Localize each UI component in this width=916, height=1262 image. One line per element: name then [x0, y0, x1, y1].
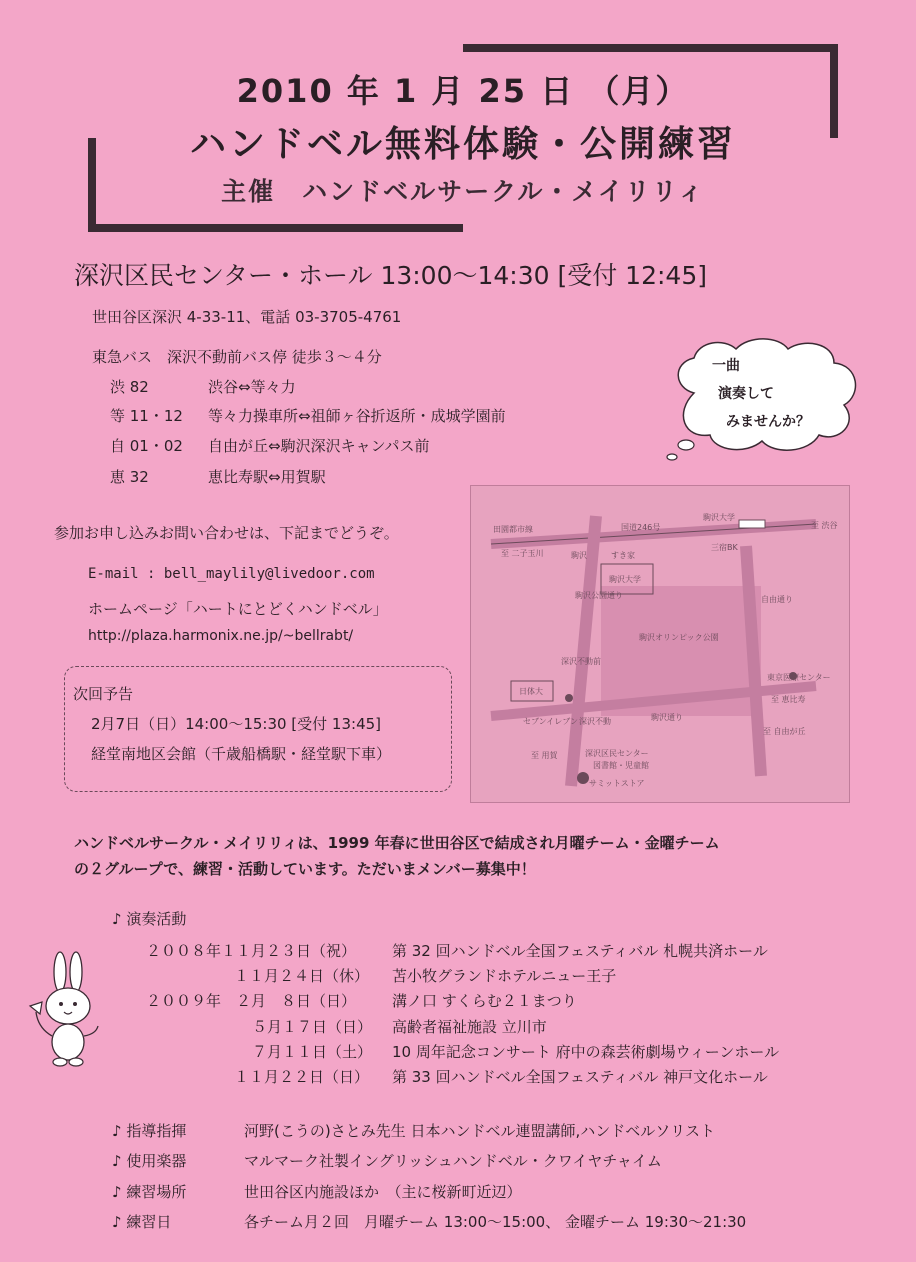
map-label: 至 二子玉川	[501, 549, 544, 558]
detail-label: ♪ 練習場所	[112, 1183, 187, 1201]
map-label: すき家	[611, 551, 635, 560]
road-jiyu	[746, 546, 761, 776]
activity-date: １１月２２日（日）	[234, 1068, 370, 1086]
next-event-box	[64, 666, 452, 792]
map-label: 田園都市線	[493, 525, 533, 534]
activity-text: 苫小牧グランドホテルニュー王子	[392, 967, 617, 985]
route-desc: 恵比寿駅⇔用賀駅	[208, 468, 326, 486]
activity-date: ２００８年１１月２３日（祝）	[146, 942, 357, 960]
station-marker	[739, 520, 765, 528]
description-line2: の２グループで、練習・活動しています。ただいまメンバー募集中！	[74, 860, 536, 878]
activity-date: ５月１７日（日）	[252, 1018, 373, 1036]
detail-value: 各チーム月２回 月曜チーム 13:00～15:00、 金曜チーム 19:30～21:30	[244, 1213, 747, 1231]
detail-label: ♪ 指導指揮	[112, 1122, 187, 1140]
map-label: 日体大	[519, 687, 543, 696]
activity-date: ２００９年 ２月 ８日（日）	[146, 992, 357, 1010]
event-date: 2010 年 1 月 25 日 （月）	[236, 72, 690, 110]
map-label: 駒沢オリンピック公園	[639, 633, 719, 642]
cloud-line2: 演奏して	[718, 386, 774, 402]
route-desc: 渋谷⇔等々力	[208, 378, 296, 396]
map-label: 至 渋谷	[811, 521, 838, 530]
detail-value: マルマーク社製イングリッシュハンドベル・クワイヤチャイム	[244, 1152, 662, 1170]
route-desc: 自由が丘⇔駒沢深沢キャンパス前	[208, 437, 430, 455]
venue-line: 深沢区民センター・ホール 13:00～14:30 [受付 12:45]	[74, 261, 707, 290]
next-title: 次回予告	[73, 685, 134, 703]
detail-value: 河野(こうの)さとみ先生 日本ハンドベル連盟講師,ハンドベルソリスト	[244, 1122, 715, 1140]
activity-text: 10 周年記念コンサート 府中の森芸術劇場ウィーンホール	[392, 1043, 780, 1061]
map-label: 自由通り	[761, 595, 793, 604]
cloud-line1: 一曲	[712, 358, 740, 374]
map-label: 深沢不動前	[561, 657, 601, 666]
map-label: 至 恵比寿	[771, 695, 806, 704]
route-no: 恵 32	[110, 468, 149, 486]
route-no: 等 11・12	[110, 407, 183, 425]
route-desc: 等々力操車所⇔祖師ヶ谷折返所・成城学園前	[208, 407, 506, 425]
detail-value: 世田谷区内施設ほか （主に桜新町近辺）	[244, 1183, 522, 1201]
cloud-line3: みませんか？	[726, 414, 810, 430]
map-label: 東京医療センター	[767, 673, 831, 682]
activity-text: 溝ノ口 すくらむ２１まつり	[392, 992, 577, 1010]
route-no: 渋 82	[110, 378, 149, 396]
homepage-url[interactable]: http://plaza.harmonix.ne.jp/~bellrabt/	[88, 628, 354, 644]
activity-date: １１月２４日（休）	[234, 967, 370, 985]
map-label: 深沢区民センター	[585, 749, 649, 758]
thought-cloud	[664, 333, 864, 463]
map-label: 駒沢	[571, 551, 587, 560]
route-no: 自 01・02	[110, 437, 183, 455]
map-label: 三宿BK	[711, 543, 738, 552]
detail-label: ♪ 練習日	[112, 1213, 172, 1231]
map-label: 駒沢通り	[651, 713, 683, 722]
bus-title: 東急バス 深沢不動前バス停 徒歩３～４分	[92, 348, 382, 366]
activity-date: ７月１１日（土）	[252, 1043, 373, 1061]
map-label: 駒沢大学	[703, 513, 735, 522]
next-place: 経堂南地区会館（千歳船橋駅・経堂駅下車）	[91, 745, 392, 763]
map-label: 駒沢公園通り	[575, 591, 623, 600]
map-label: 国道246号	[621, 523, 661, 532]
activity-text: 第 33 回ハンドベル全国フェスティバル 神戸文化ホール	[392, 1068, 768, 1086]
contact-intro: 参加お申し込みお問い合わせは、下記までどうぞ。	[54, 524, 399, 542]
map-label: 深沢不動	[579, 717, 611, 726]
description-line1: ハンドベルサークル・メイリリィは、1999 年春に世田谷区で結成され月曜チーム・金曜チーム	[74, 834, 720, 852]
next-date: 2月7日（日）14:00～15:30 [受付 13:45]	[91, 715, 382, 733]
map-label: 至 用賀	[531, 751, 558, 760]
title-banner	[88, 44, 838, 232]
map-label: 駒沢大学	[609, 575, 641, 584]
homepage-label: ホームページ「ハートにとどくハンドベル」	[88, 600, 388, 618]
event-organizer: 主催 ハンドベルサークル・メイリリィ	[221, 177, 705, 206]
access-map	[470, 485, 850, 803]
activities-title: ♪ 演奏活動	[112, 910, 187, 928]
activity-text: 高齢者福祉施設 立川市	[392, 1018, 547, 1036]
rabbit-mascot-icon	[24, 950, 108, 1070]
detail-label: ♪ 使用楽器	[112, 1152, 187, 1170]
map-label: サミットストア	[589, 779, 645, 788]
contact-email[interactable]: E-mail : bell_maylily@livedoor.com	[88, 566, 375, 582]
map-label: セブンイレブン	[523, 717, 578, 726]
event-title: ハンドベル無料体験・公開練習	[189, 124, 736, 165]
venue-address: 世田谷区深沢 4-33-11、電話 03-3705-4761	[92, 308, 402, 326]
map-label: 至 自由が丘	[763, 727, 806, 736]
map-label: 図書館・児童館	[593, 761, 649, 770]
activity-text: 第 32 回ハンドベル全国フェスティバル 札幌共済ホール	[392, 942, 768, 960]
